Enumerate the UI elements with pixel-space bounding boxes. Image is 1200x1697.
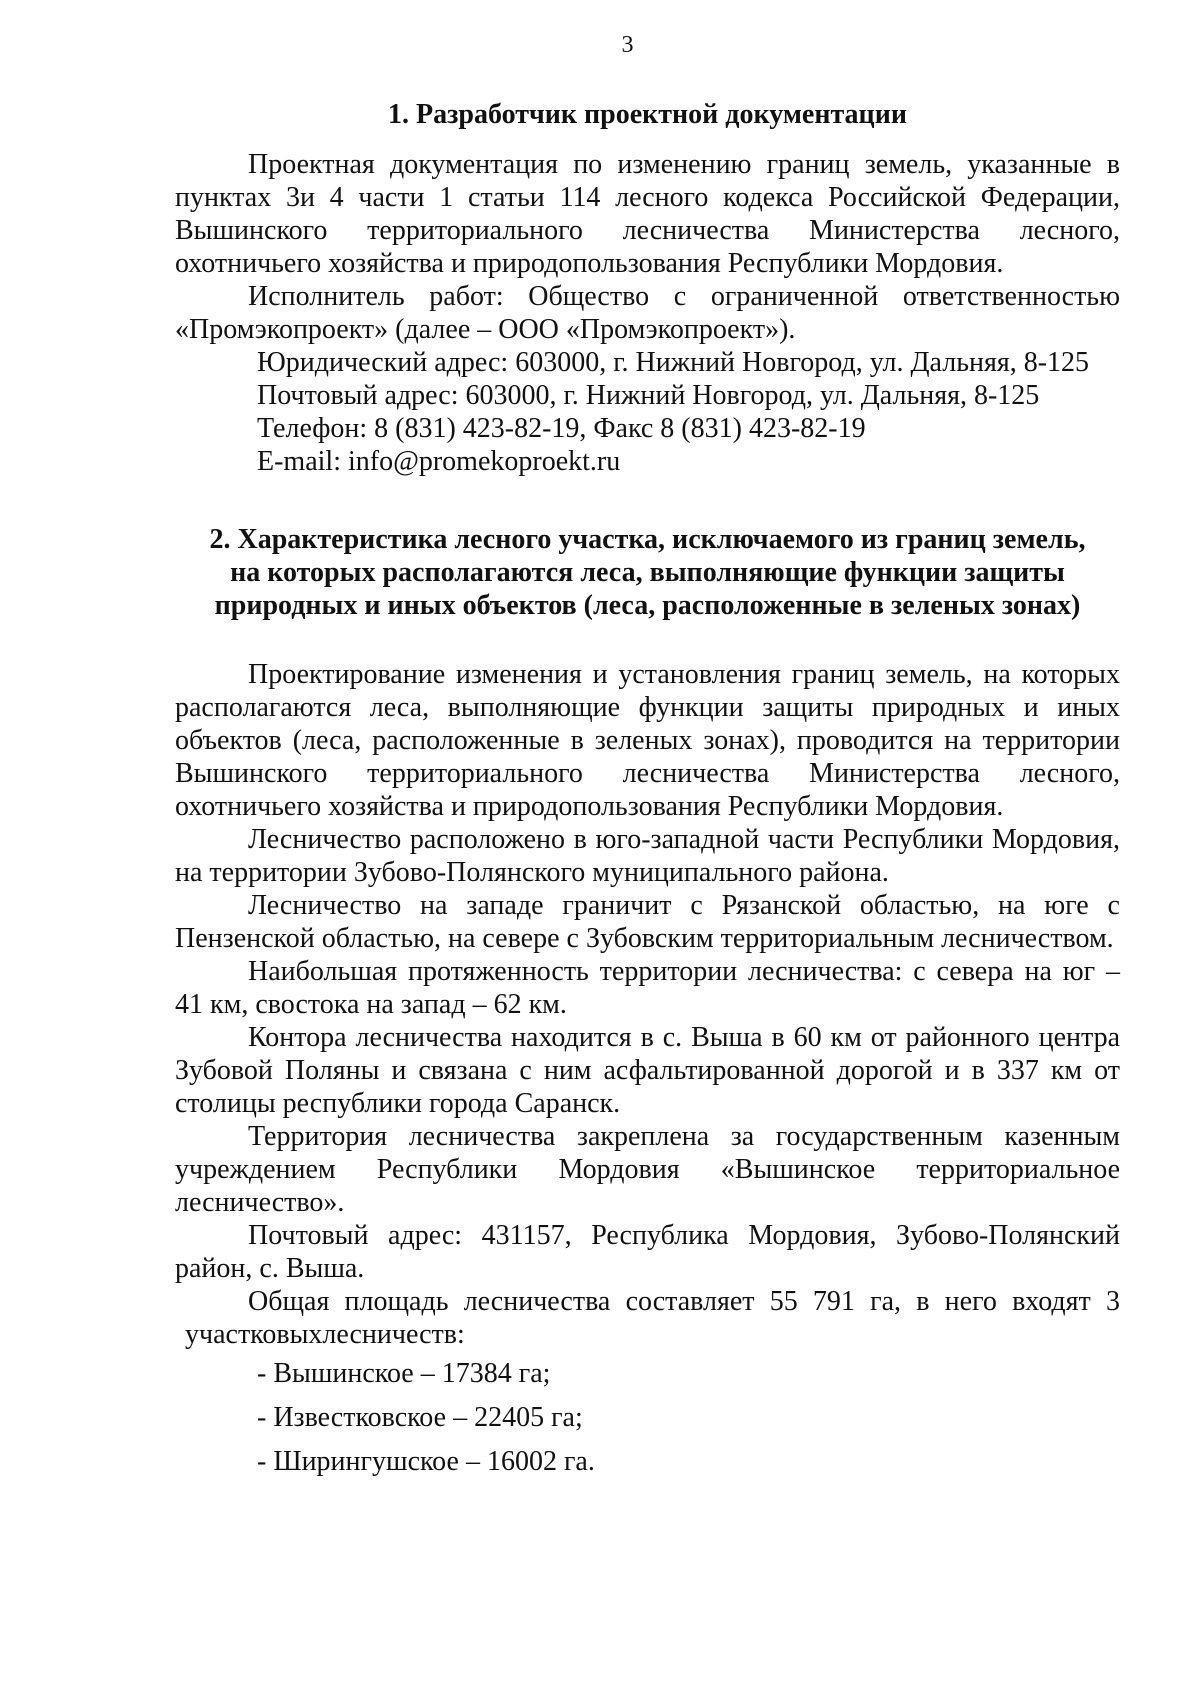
section-1-paragraph-2: Исполнитель работ: Общество с ограниченной ответственностью «Промэкопроект» (далее – ООО «Промэкопроект»). — [175, 281, 1120, 345]
section-2-heading: 2. Характеристика лесного участка, исключаемого из границ земель, на которых располагаются леса, выполняющие функции защиты природных и иных объектов (леса, расположенные в зеленых зонах) — [209, 524, 1086, 621]
total-area-paragraph: Общая площадь лесничества составляет 55 791 га, в него входят 3 участковыхлесничеств: — [185, 1286, 1120, 1350]
district-forestry-list — [175, 1357, 1120, 1478]
section-1-heading: 1. Разработчик проектной документации — [388, 99, 907, 130]
section-2-paragraph: Территория лесничества закреплена за государственным казенным учреждением Республики Мордовия «Вышинское территориальное лесничество». — [175, 1121, 1120, 1218]
section-2-paragraph: Проектирование изменения и установления границ земель, на которых располагаются леса, выполняющие функции защиты природных и иных объектов (леса, расположенные в зеленых зонах), проводится на территории Вышинского территориального лесничества Министерства лесного, охотничьего хозяйства и природопользования Республики Мордовия. — [175, 659, 1120, 822]
section-2-paragraph: Лесничество расположено в юго-западной части Республики Мордовия, на территории Зубово-Полянского муниципального района. — [175, 824, 1120, 888]
legal-address: Юридический адрес: 603000, г. Нижний Новгород, ул. Дальняя, 8-125 — [257, 347, 1090, 378]
list-item: - Вышинское – 17384 га; — [257, 1358, 551, 1389]
page-number: 3 — [621, 32, 634, 58]
list-item: - Ширингушское – 16002 га. — [257, 1446, 595, 1477]
contact-block — [175, 346, 1120, 478]
postal-address: Почтовый адрес: 603000, г. Нижний Новгород, ул. Дальняя, 8-125 — [257, 380, 1040, 411]
phone-fax: Телефон: 8 (831) 423-82-19, Факс 8 (831) 423-82-19 — [257, 413, 866, 444]
section-2-paragraph: Контора лесничества находится в с. Выша в 60 км от районного центра Зубовой Поляны и связана с ним асфальтированной дорогой и в 337 км от столицы республики города Саранск. — [175, 1022, 1120, 1119]
section-2-paragraph: Почтовый адрес: 431157, Республика Мордовия, Зубово-Полянский район, с. Выша. — [175, 1220, 1120, 1284]
section-2-paragraph: Наибольшая протяженность территории лесничества: с севера на юг – 41 км, свостока на запад – 62 км. — [175, 956, 1120, 1020]
email: E-mail: info@promekoproekt.ru — [257, 446, 621, 477]
section-2-paragraph: Лесничество на западе граничит с Рязанской областью, на юге с Пензенской областью, на севере с Зубовским территориальным лесничеством. — [175, 890, 1120, 954]
section-1-paragraph-1: Проектная документация по изменению границ земель, указанные в пунктах 3и 4 части 1 статьи 114 лесного кодекса Российской Федерации, Вышинского территориального лесничества Министерства лесного, охотничьего хозяйства и природопользования Республики Мордовия. — [175, 149, 1120, 279]
list-item: - Известковское – 22405 га; — [257, 1402, 583, 1433]
